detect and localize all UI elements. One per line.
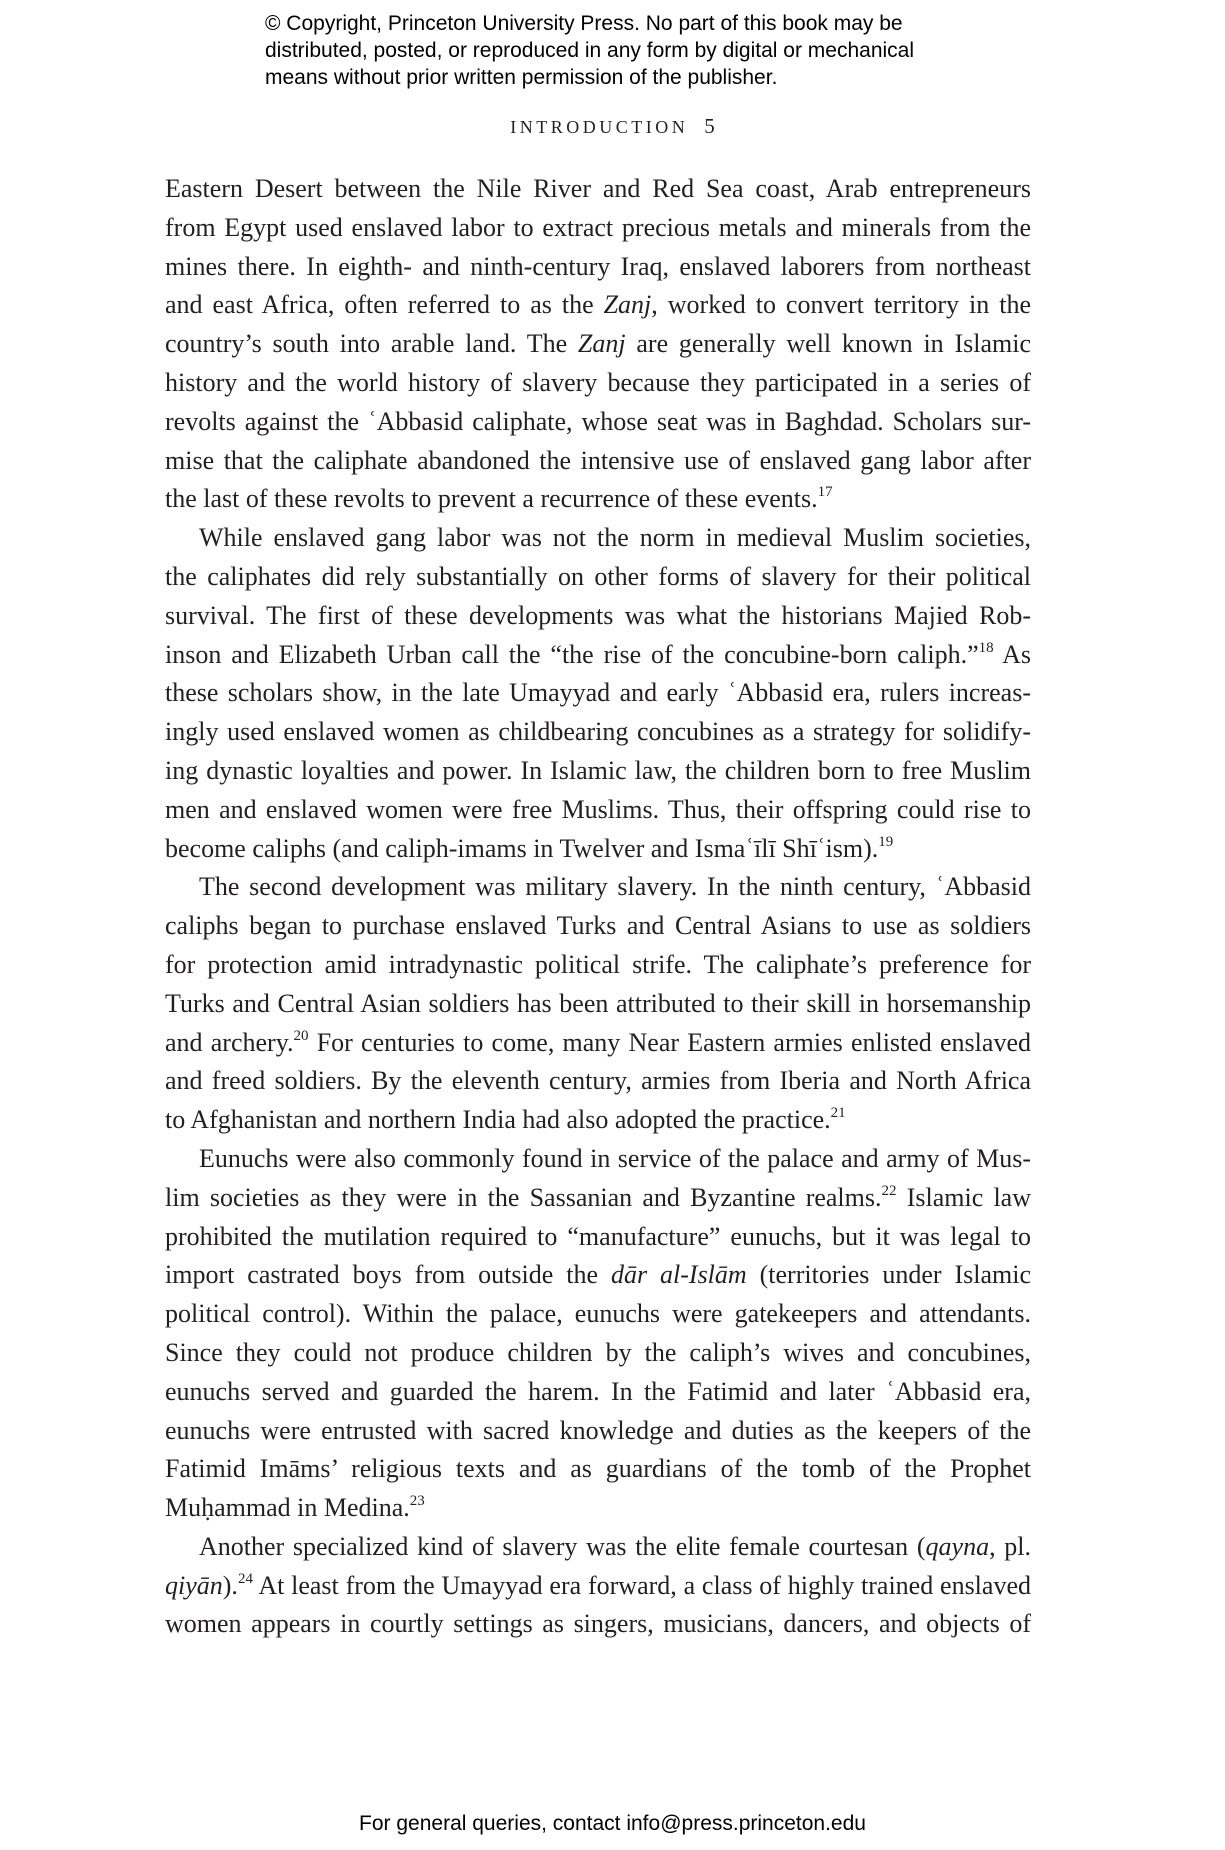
text-line: for protection amid intradynastic political strife. The caliphate’s preference for bbox=[165, 949, 1031, 979]
text-line: Since they could not produce children by the caliph’s wives and concubines, bbox=[165, 1337, 1031, 1367]
text-line: the caliphates did rely substantially on other forms of slavery for their political bbox=[165, 561, 1031, 591]
text-line: eunuchs were entrusted with sacred knowledge and duties as the keepers of the bbox=[165, 1415, 1031, 1445]
text-line: inson and Elizabeth Urban call the “the rise of the concubine-born caliph.”$^{18}$ As bbox=[165, 639, 1031, 669]
text-line: from Egypt used enslaved labor to extract precious metals and minerals from the bbox=[165, 212, 1031, 242]
text-line: Eunuchs were also commonly found in service of the palace and army of Mus- bbox=[199, 1143, 1031, 1173]
text-line: While enslaved gang labor was not the norm in medieval Muslim societies, bbox=[199, 523, 1031, 553]
text-line: mines there. In eighth- and ninth-century Iraq, enslaved laborers from northeast bbox=[165, 251, 1031, 281]
text-line: eunuchs served and guarded the harem. In the Fatimid and later ʿAbbasid era, bbox=[165, 1376, 1031, 1406]
text-line: The second development was military slavery. In the ninth century, ʿAbbasid bbox=[199, 872, 1031, 902]
copyright-line: means without prior written permission of the publisher. bbox=[265, 66, 778, 89]
text-line: survival. The first of these developments was what the historians Majied Rob- bbox=[165, 600, 1031, 630]
text-line: history and the world history of slavery because they participated in a series of bbox=[165, 367, 1031, 397]
body-text bbox=[165, 170, 1031, 1644]
running-head-title: INTRODUCTION bbox=[510, 117, 689, 137]
text-line: and freed soldiers. By the eleventh century, armies from Iberia and North Africa bbox=[165, 1066, 1031, 1096]
text-line: lim societies as they were in the Sassanian and Byzantine realms.$^{22}$ Islamic law bbox=[165, 1182, 1031, 1212]
copyright-line: distributed, posted, or reproduced in any form by digital or mechanical bbox=[265, 39, 915, 62]
text-line: qiyān).$^{24}$ At least from the Umayyad era forward, a class of highly trained enslaved bbox=[165, 1570, 1031, 1600]
text-line: Eastern Desert between the Nile River and Red Sea coast, Arab entrepreneurs bbox=[165, 174, 1031, 203]
text-line: and archery.$^{20}$ For centuries to come, many Near Eastern armies enlisted enslaved bbox=[165, 1027, 1031, 1057]
text-line: women appears in courtly settings as singers, musicians, dancers, and objects of bbox=[165, 1609, 1031, 1639]
text-line: import castrated boys from outside the dār al-Islām (territories under Islamic bbox=[165, 1260, 1031, 1290]
text-line: men and enslaved women were free Muslims. Thus, their offspring could rise to bbox=[165, 794, 1031, 824]
text-line: ing dynastic loyalties and power. In Islamic law, the children born to free Muslim bbox=[165, 755, 1031, 785]
text-line: prohibited the mutilation required to “manufacture” eunuchs, but it was legal to bbox=[165, 1221, 1031, 1251]
text-line: to Afghanistan and northern India had also adopted the practice.$^{21}$ bbox=[165, 1105, 846, 1135]
text-line: country’s south into arable land. The Zanj are generally well known in Islamic bbox=[165, 329, 1031, 359]
running-head bbox=[0, 114, 1225, 139]
text-line: become caliphs (and caliph-imams in Twelver and Ismaʿīlī Shīʿism).$^{19}$ bbox=[165, 833, 894, 863]
text-line: political control). Within the palace, eunuchs were gatekeepers and attendants. bbox=[165, 1299, 1031, 1329]
footer-contact: For general queries, contact info@press.princeton.edu bbox=[359, 1812, 866, 1835]
text-line: the last of these revolts to prevent a recurrence of these events.$^{17}$ bbox=[165, 484, 833, 514]
copyright-line: © Copyright, Princeton University Press. No part of this book may be bbox=[265, 12, 903, 35]
copyright-notice bbox=[265, 10, 1025, 91]
text-line: Muḥammad in Medina.$^{23}$ bbox=[165, 1493, 425, 1523]
text-line: Turks and Central Asian soldiers has been attributed to their skill in horsemanship bbox=[165, 988, 1031, 1018]
text-line: revolts against the ʿAbbasid caliphate, whose seat was in Baghdad. Scholars sur- bbox=[165, 406, 1031, 436]
text-line: these scholars show, in the late Umayyad and early ʿAbbasid era, rulers increas- bbox=[165, 678, 1031, 708]
text-line: ingly used enslaved women as childbearing concubines as a strategy for solidify- bbox=[165, 717, 1031, 747]
text-line: and east Africa, often referred to as the Zanj, worked to convert territory in the bbox=[165, 290, 1031, 320]
text-line: Fatimid Imāms’ religious texts and as guardians of the tomb of the Prophet bbox=[165, 1454, 1031, 1484]
text-line: mise that the caliphate abandoned the intensive use of enslaved gang labor after bbox=[165, 445, 1031, 475]
text-line: caliphs began to purchase enslaved Turks and Central Asians to use as soldiers bbox=[165, 911, 1031, 941]
text-line: Another specialized kind of slavery was the elite female courtesan (qayna, pl. bbox=[199, 1531, 1031, 1561]
page-number: 5 bbox=[704, 114, 715, 138]
